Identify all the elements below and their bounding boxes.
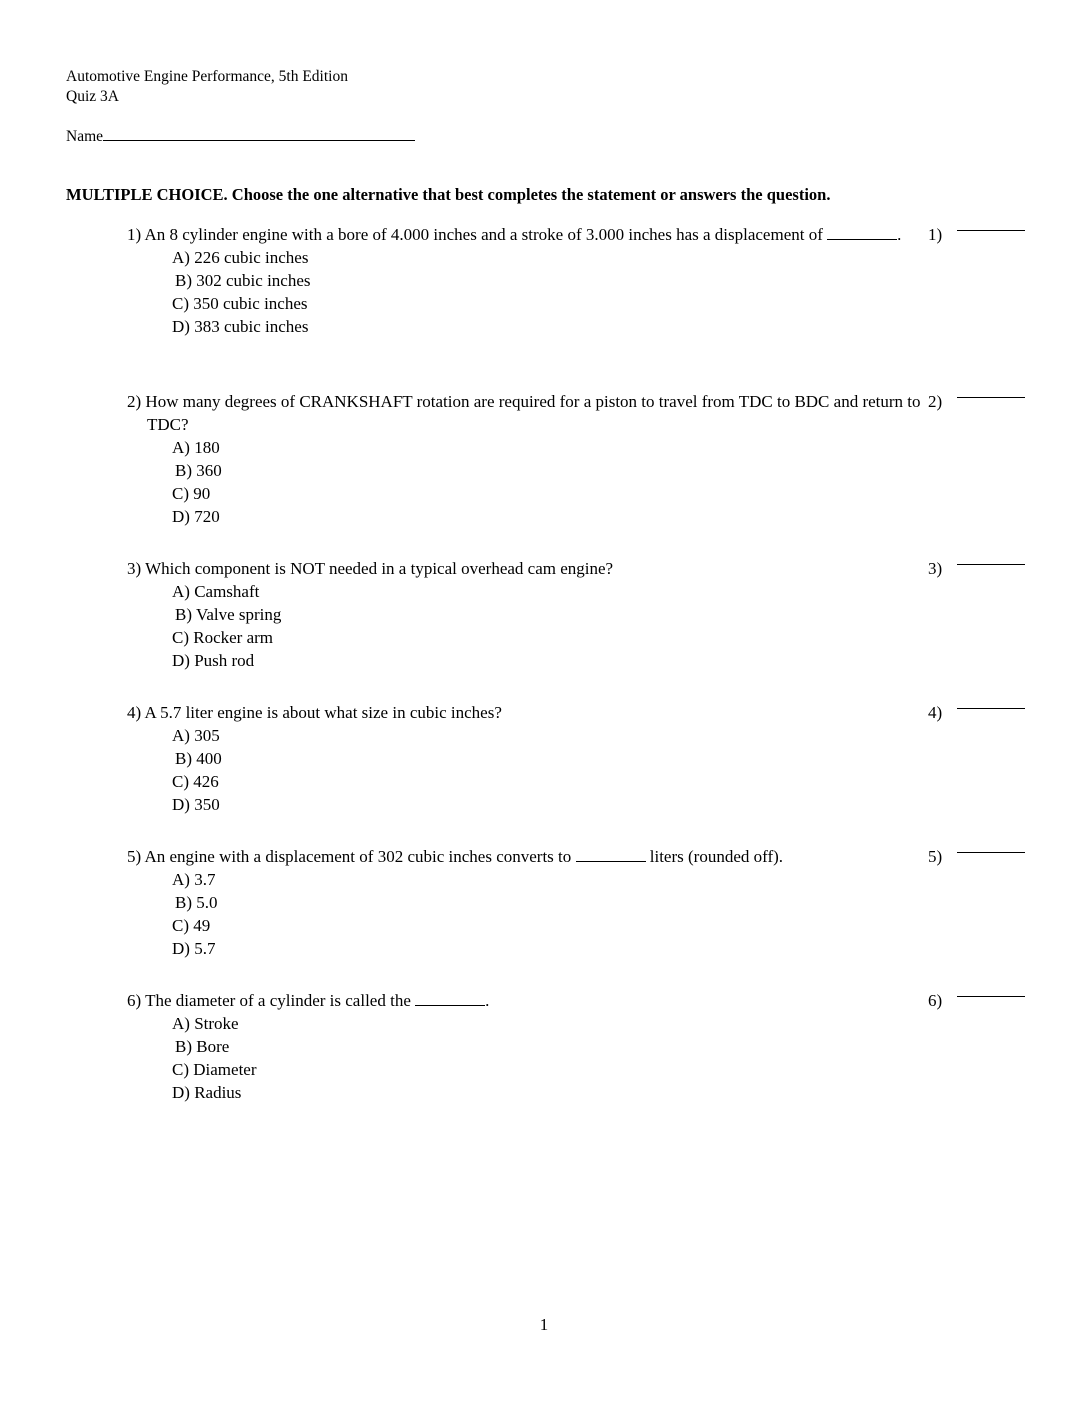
- answer-slot[interactable]: [928, 557, 942, 580]
- answer-blank[interactable]: [957, 397, 1025, 398]
- stem-text-after: .: [485, 991, 490, 1010]
- answer-option[interactable]: B) 360: [175, 461, 222, 480]
- answer-option[interactable]: D) 5.7: [172, 939, 216, 958]
- answer-label: 2): [928, 392, 943, 411]
- answer-label: 1): [928, 225, 943, 244]
- question-stem: [127, 223, 922, 246]
- stem-text: An 8 cylinder engine with a bore of 4.000 inches and a stroke of 3.000 inches has a displacement of: [144, 225, 828, 244]
- question-number: 4): [127, 703, 142, 722]
- answer-slot[interactable]: [928, 223, 942, 246]
- answer-option[interactable]: A) Camshaft: [172, 582, 260, 601]
- answer-label: 4): [928, 703, 943, 722]
- fill-blank: [827, 225, 897, 240]
- fill-blank: [576, 847, 646, 862]
- answer-option[interactable]: D) Push rod: [172, 651, 255, 670]
- question-stem: [127, 390, 922, 436]
- answer-option[interactable]: C) 90: [172, 484, 211, 503]
- question-number: 3): [127, 559, 142, 578]
- book-title: Automotive Engine Performance, 5th Edition: [66, 68, 348, 85]
- answer-option[interactable]: B) Valve spring: [175, 605, 282, 624]
- name-label: Name: [66, 128, 104, 145]
- quiz-title: Quiz 3A: [66, 88, 119, 105]
- stem-text: Which component is NOT needed in a typical overhead cam engine?: [145, 559, 614, 578]
- question-number: 5): [127, 847, 142, 866]
- answer-slot[interactable]: [928, 989, 942, 1012]
- question-stem: [127, 701, 922, 724]
- answer-option[interactable]: C) 350 cubic inches: [172, 294, 308, 313]
- question-stem: [127, 557, 922, 580]
- answer-option[interactable]: C) Rocker arm: [172, 628, 274, 647]
- answer-slot[interactable]: [928, 701, 942, 724]
- answer-blank[interactable]: [957, 564, 1025, 565]
- answer-option[interactable]: A) 226 cubic inches: [172, 248, 309, 267]
- stem-text-after: .: [897, 225, 902, 244]
- answer-label: 6): [928, 991, 943, 1010]
- question-1: [127, 223, 1087, 338]
- question-6: [127, 989, 1087, 1104]
- answer-option[interactable]: D) Radius: [172, 1083, 242, 1102]
- answer-option[interactable]: B) Bore: [175, 1037, 230, 1056]
- answer-option[interactable]: D) 720: [172, 507, 220, 526]
- answer-option[interactable]: B) 400: [175, 749, 222, 768]
- question-5: [127, 845, 1087, 960]
- name-blank[interactable]: [103, 125, 415, 141]
- answer-label: 3): [928, 559, 943, 578]
- question-3: [127, 557, 1087, 672]
- question-number: 2): [127, 392, 142, 411]
- answer-blank[interactable]: [957, 230, 1025, 231]
- question-stem: [127, 845, 922, 868]
- name-field[interactable]: [66, 125, 415, 147]
- stem-text: A 5.7 liter engine is about what size in cubic inches?: [144, 703, 502, 722]
- answer-slot[interactable]: [928, 390, 942, 413]
- question-2: [127, 390, 1087, 528]
- question-number: 1): [127, 225, 142, 244]
- fill-blank: [415, 991, 485, 1006]
- answer-blank[interactable]: [957, 852, 1025, 853]
- answer-slot[interactable]: [928, 845, 942, 868]
- answer-option[interactable]: C) 49: [172, 916, 211, 935]
- answer-option[interactable]: A) 3.7: [172, 870, 216, 889]
- stem-text: The diameter of a cylinder is called the: [145, 991, 416, 1010]
- question-number: 6): [127, 991, 142, 1010]
- answer-option[interactable]: A) 180: [172, 438, 220, 457]
- stem-text: An engine with a displacement of 302 cubic inches converts to: [144, 847, 576, 866]
- answer-blank[interactable]: [957, 708, 1025, 709]
- answer-option[interactable]: A) Stroke: [172, 1014, 239, 1033]
- answer-blank[interactable]: [957, 996, 1025, 997]
- answer-option[interactable]: D) 350: [172, 795, 220, 814]
- answer-label: 5): [928, 847, 943, 866]
- instructions: MULTIPLE CHOICE. Choose the one alternative that best completes the statement or answers the question.: [66, 185, 831, 204]
- page-number: 1: [539, 1315, 549, 1334]
- answer-option[interactable]: A) 305: [172, 726, 220, 745]
- answer-option[interactable]: C) 426: [172, 772, 219, 791]
- question-4: [127, 701, 1087, 816]
- answer-option[interactable]: C) Diameter: [172, 1060, 257, 1079]
- stem-text: How many degrees of CRANKSHAFT rotation are required for a piston to travel from TDC to BDC and return to TDC?: [145, 392, 921, 434]
- answer-option[interactable]: B) 5.0: [175, 893, 218, 912]
- question-stem: [127, 989, 922, 1012]
- answer-option[interactable]: B) 302 cubic inches: [175, 271, 311, 290]
- stem-text-after: liters (rounded off).: [645, 847, 784, 866]
- answer-option[interactable]: D) 383 cubic inches: [172, 317, 309, 336]
